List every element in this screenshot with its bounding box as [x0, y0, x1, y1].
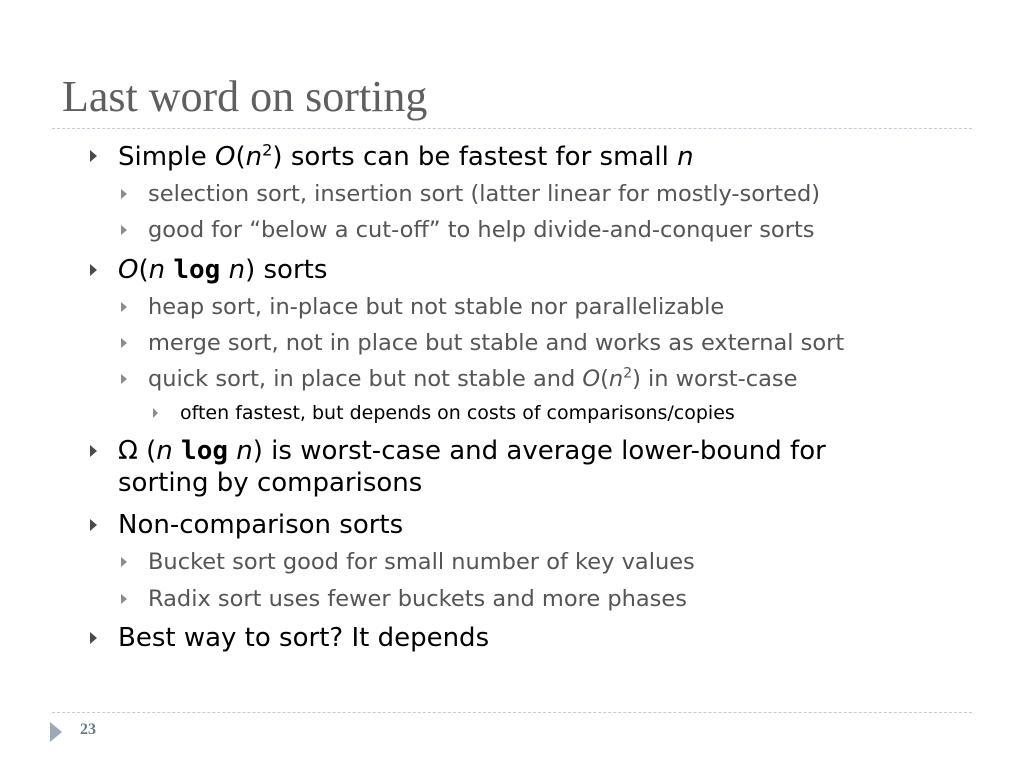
bullet-arrow-icon [121, 189, 127, 199]
bullet-arrow-icon [90, 519, 97, 531]
bullet-arrow-icon [90, 150, 97, 162]
bullet-arrow-icon [121, 557, 127, 567]
bullet-arrow-icon [121, 302, 127, 312]
bullet-arrow-icon [90, 264, 97, 276]
bullet-arrow-icon [90, 445, 97, 457]
footer-divider [52, 712, 972, 713]
slide-nav-arrow-icon [50, 722, 62, 742]
bullet-arrow-icon [153, 408, 158, 418]
bullet-arrow-icon [121, 374, 127, 384]
bullet-list: Simple $O(n^2)$ sorts can be fastest for small n selection sort, insertion sort (latter linear for mostly-sorted) good for “below a cut-off” to help divide-and-conquer sorts O(n log n) sorts heap sort, in-place but not stable nor parallelizable merge sort, not in place but stable and works as external sort quick sort, in place but not stable and $O(n^2)$ in worst-case often fastest, but depends on costs of comparisons/copies Ω (n log n) is worst-case and average lower-bound for sorting by comparisons Non-comparison sorts Bucket sort good for small number of key values Radix sort uses fewer buckets and more phases Best way to sort? It depends [0, 0, 1024, 768]
bullet-arrow-icon [121, 594, 127, 604]
bullet-arrow-icon [90, 632, 97, 644]
slide-number: 23 [80, 721, 96, 738]
bullet-arrow-icon [121, 225, 127, 235]
slide-title: Last word on sorting [62, 72, 428, 121]
bullet-arrow-icon [121, 338, 127, 348]
